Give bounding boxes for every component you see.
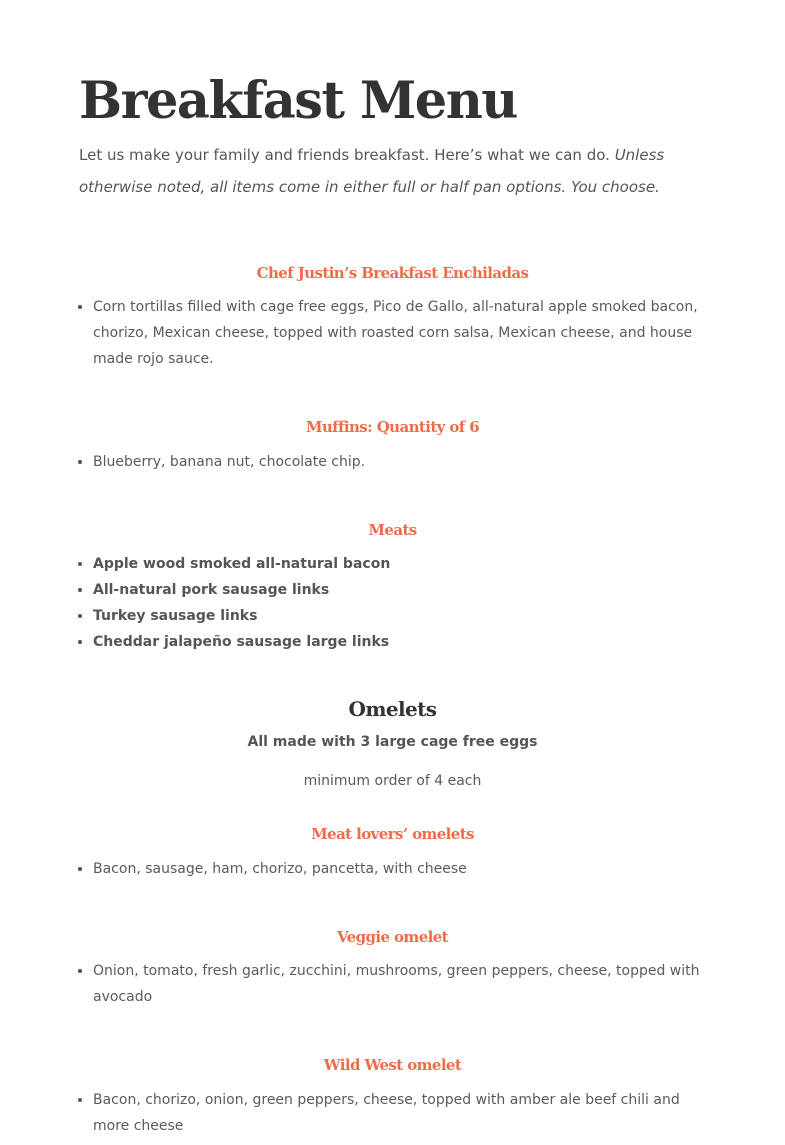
omelets-minimum-note: minimum order of 4 each	[303, 773, 482, 789]
muffins-list	[79, 449, 720, 475]
section-title-enchiladas: Chef Justin’s Breakfast Enchiladas	[256, 264, 529, 282]
section-title-meats: Meats	[368, 521, 417, 539]
omelets-subtitle: All made with 3 large cage free eggs	[247, 734, 538, 750]
meats-list	[79, 551, 720, 655]
meat-lovers-list	[79, 856, 720, 882]
intro-note: Unless otherwise noted, all items come in either full or half pan options. You choose.	[79, 146, 665, 196]
list-item: • Corn tortillas filled with cage free eggs, Pico de Gallo, all-natural apple smoked bacon, chorizo, Mexican cheese, topped with roasted corn salsa, Mexican cheese, and house made rojo sauce.	[93, 294, 720, 372]
veggie-list	[79, 958, 720, 1010]
list-item: • Turkey sausage links	[93, 603, 720, 629]
list-item: • Apple wood smoked all-natural bacon	[93, 551, 720, 577]
intro-paragraph	[79, 139, 706, 203]
intro-text: Let us make your family and friends breakfast. Here’s what we can do.	[79, 146, 615, 164]
page-title: Breakfast Menu	[79, 71, 517, 131]
list-item: • Onion, tomato, fresh garlic, zucchini, mushrooms, green peppers, cheese, topped with avocado	[93, 958, 720, 1010]
enchiladas-list	[79, 294, 720, 372]
list-item: • All-natural pork sausage links	[93, 577, 720, 603]
wild-west-list	[79, 1087, 720, 1139]
list-item: • Blueberry, banana nut, chocolate chip.	[93, 449, 720, 475]
section-title-omelets: Omelets	[348, 697, 437, 721]
section-title-muffins: Muffins: Quantity of 6	[305, 418, 480, 436]
section-title-veggie: Veggie omelet	[336, 928, 449, 946]
list-item: • Cheddar jalapeño sausage large links	[93, 629, 720, 655]
section-title-wild-west: Wild West omelet	[323, 1056, 462, 1074]
section-title-meat-lovers: Meat lovers’ omelets	[311, 825, 474, 843]
list-item: • Bacon, sausage, ham, chorizo, pancetta, with cheese	[93, 856, 720, 882]
list-item: • Bacon, chorizo, onion, green peppers, cheese, topped with amber ale beef chili and more cheese	[93, 1087, 720, 1139]
